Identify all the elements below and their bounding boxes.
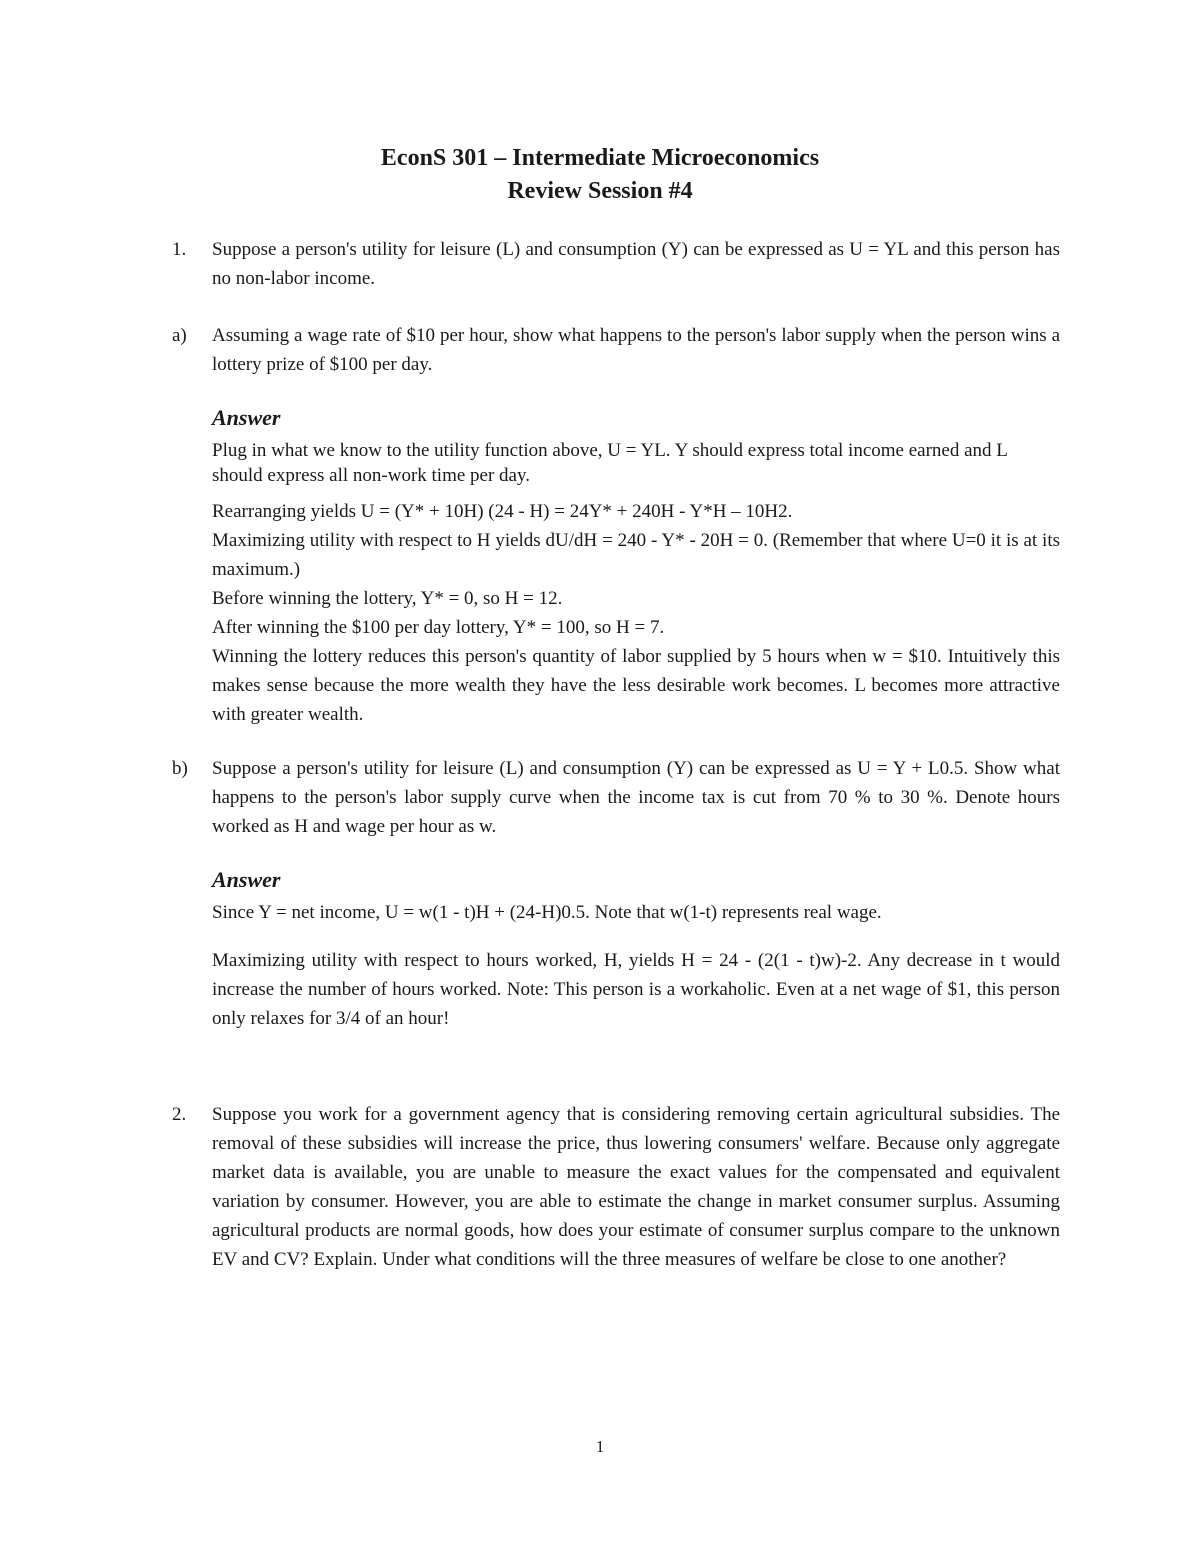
answer-1a-heading: Answer: [212, 405, 281, 430]
answer-1b-line2: Maximizing utility with respect to hours worked, H, yields H = 24 - (2(1 - t)w)-2. Any decrease in t would increase the number of hours worked. Note: This person is a workaholic. Even at a net wage of $1, this person only relaxes for 3/4 of an hour!: [212, 950, 1060, 1029]
question-1a-label: a): [172, 325, 187, 346]
document-title: EconS 301 – Intermediate Microeconomics: [380, 145, 820, 171]
question-1b-text: Suppose a person's utility for leisure (L) and consumption (Y) can be expressed as U = Y + L0.5. Show what happens to the person's labor supply curve when the income tax is cut from 70 % to 30 %. Denote hours worked as H and wage per hour as w.: [212, 758, 1060, 837]
answer-1b-heading: Answer: [212, 867, 281, 892]
answer-1a-intro: Plug in what we know to the utility function above, U = YL. Y should express total income earned and L should express all non-work time per day.: [212, 440, 1008, 486]
answer-1b-line1: Since Y = net income, U = w(1 - t)H + (24-H)0.5. Note that w(1-t) represents real wage.: [212, 902, 882, 923]
question-1-number: 1.: [172, 239, 187, 260]
page-number: 1: [595, 1437, 605, 1456]
answer-1a-body: Rearranging yields U = (Y* + 10H) (24 - H) = 24Y* + 240H - Y*H – 10H2. Maximizing utility with respect to H yields dU/dH = 240 - Y* - 20H = 0. (Remember that where U=0 it is at its maximum.) Before winning the lottery, Y* = 0, so H = 12. After winning the $100 per day lottery, Y* = 100, so H = 7. Winning the lottery reduces this person's quantity of labor supplied by 5 hours when w = $10. Intuitively this makes sense because the more wealth they have the less desirable work becomes. L becomes more attractive with greater wealth.: [212, 501, 1060, 725]
document-subtitle: Review Session #4: [507, 178, 693, 204]
question-2-number: 2.: [172, 1104, 187, 1125]
question-1-text: Suppose a person's utility for leisure (L) and consumption (Y) can be expressed as U = YL and this person has no non-labor income.: [212, 239, 1060, 289]
question-1a-text: Assuming a wage rate of $10 per hour, show what happens to the person's labor supply when the person wins a lottery prize of $100 per day.: [212, 325, 1060, 375]
question-1b-label: b): [172, 758, 188, 779]
question-2-text: Suppose you work for a government agency that is considering removing certain agricultural subsidies. The removal of these subsidies will increase the price, thus lowering consumers' welfare. Because only aggregate market data is available, you are unable to measure the exact values for the compensated and equivalent variation by consumer. However, you are able to estimate the change in market consumer surplus. Assuming agricultural products are normal goods, how does your estimate of consumer surplus compare to the unknown EV and CV? Explain. Under what conditions will the three measures of welfare be close to one another?: [212, 1104, 1060, 1270]
